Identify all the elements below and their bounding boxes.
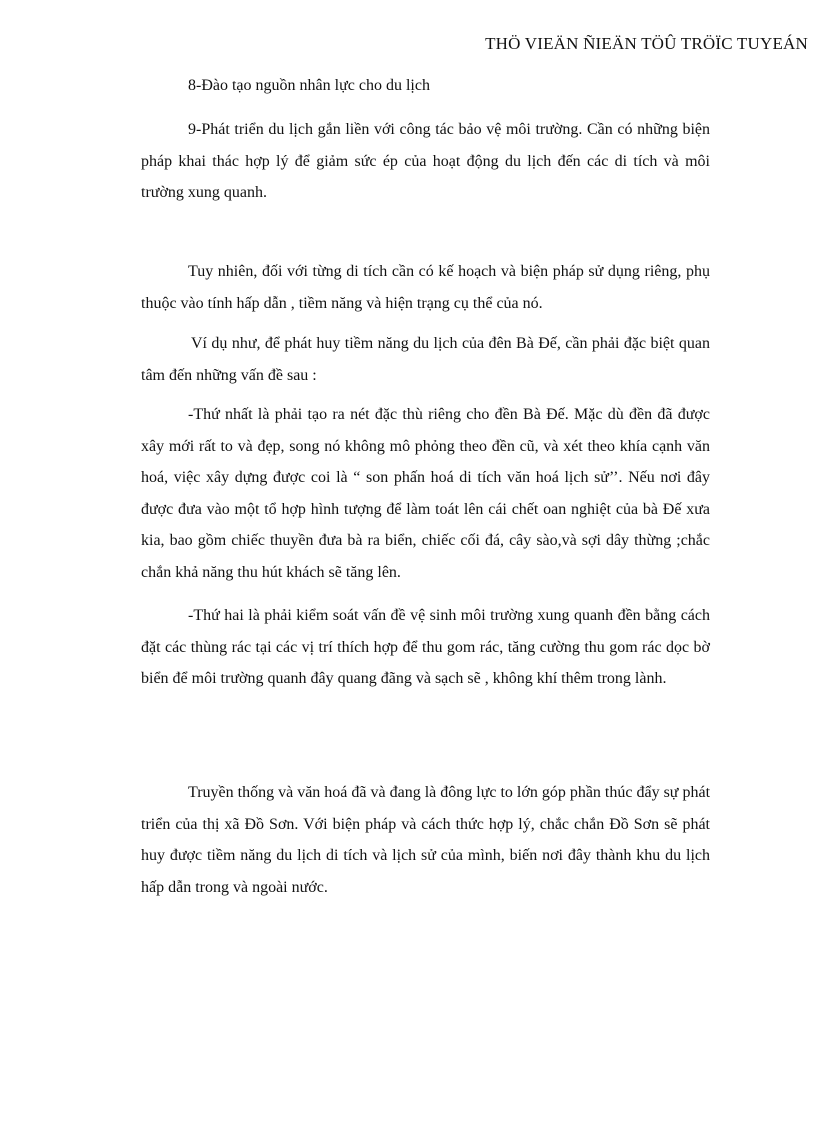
paragraph-second-point: -Thứ hai là phải kiểm soát vấn đề vệ sinh môi trường xung quanh đền bằng cách đặt các thùng rác tại các vị trí thích hợp để thu gom rác, tăng cường thu gom rác dọc bờ biển để môi trường quanh đây quang đãng và sạch sẽ , không khí thêm trong lành. xyxy=(141,607,710,688)
page-header: THÖ VIEÄN ÑIEÄN TÖÛ TRÖÏC TUYEÁN xyxy=(485,34,808,53)
paragraph-example: Ví dụ như, để phát huy tiềm năng du lịch của đên Bà Đế, cần phải đặc biệt quan tâm đến những vấn đề sau : xyxy=(141,335,710,384)
paragraph-item-9: 9-Phát triển du lịch gắn liền với công tác bảo vệ môi trường. Cần có những biện pháp khai thác hợp lý để giảm sức ép của hoạt động du lịch đến các di tích và môi trường xung quanh. xyxy=(141,121,710,202)
paragraph-first-point: -Thứ nhất là phải tạo ra nét đặc thù riêng cho đền Bà Đế. Mặc dù đền đã được xây mới rất to và đẹp, song nó không mô phỏng theo đền cũ, và xét theo khía cạnh văn hoá, việc xây dựng được coi là “ son phấn hoá di tích văn hoá lịch sử’’. Nếu nơi đây được đưa vào một tổ hợp hình tượng để làm toát lên cái chết oan nghiệt của bà Đế xưa kia, bao gồm chiếc thuyền đưa bà ra biển, chiếc cối đá, cây sào,và sợi dây thừng ;chắc chắn khả năng thu hút khách sẽ tăng lên. xyxy=(141,406,710,581)
paragraph-conclusion: Truyền thống và văn hoá đã và đang là đông lực to lớn góp phần thúc đẩy sự phát triển của thị xã Đồ Sơn. Với biện pháp và cách thức hợp lý, chắc chắn Đồ Sơn sẽ phát huy được tiềm năng du lịch di tích và lịch sử của mình, biến nơi đây thành khu du lịch hấp dẫn trong và ngoài nước. xyxy=(141,784,711,896)
paragraph-intro: Tuy nhiên, đối với từng di tích cần có kế hoạch và biện pháp sử dụng riêng, phụ thuộc vào tính hấp dẫn , tiềm năng và hiện trạng cụ thể của nó. xyxy=(141,263,710,312)
paragraph-item-8: 8-Đào tạo nguồn nhân lực cho du lịch xyxy=(188,77,430,94)
